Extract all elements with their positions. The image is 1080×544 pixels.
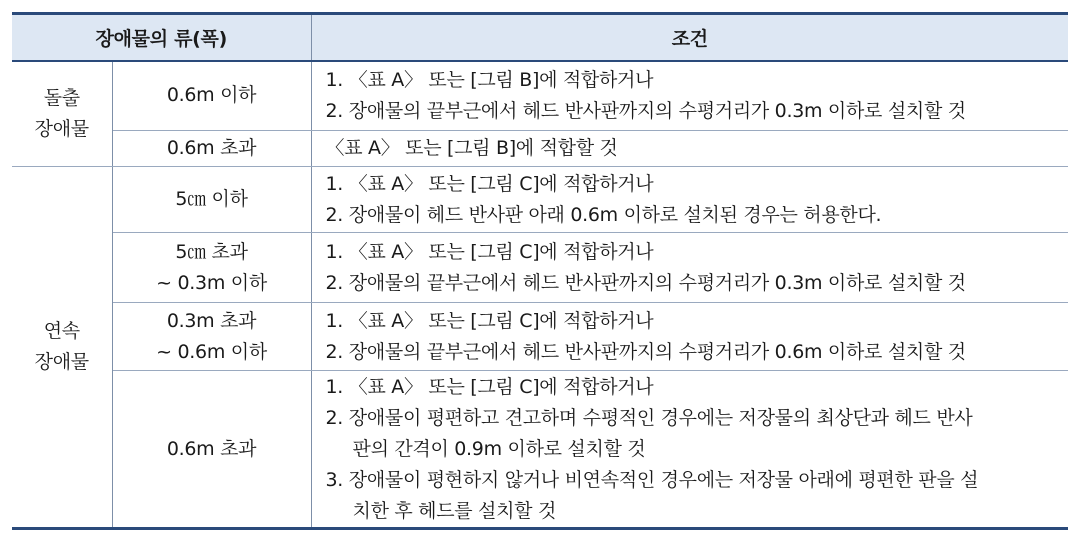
requirement-line-continued: 치한 후 헤드를 설치할 것 [352, 499, 557, 522]
requirement-item: 2. 장애물의 끝부근에서 헤드 반사판까지의 수평거리가 0.3m 이하로 설치할 것 [325, 271, 966, 294]
category-label-line: 연속 [43, 320, 80, 342]
requirement-item: 1. 〈표 A〉 또는 [그림 C]에 적합하거나 [325, 309, 654, 332]
requirement-item: 1. 〈표 A〉 또는 [그림 B]에 적합하거나 [325, 68, 654, 91]
condition-cell [112, 303, 311, 371]
category-label-line: 장애물 [34, 117, 89, 140]
requirement-cell [311, 303, 1068, 371]
header-row [12, 14, 1068, 61]
condition-label: ~ 0.3m 이하 [156, 271, 267, 294]
condition-cell [112, 61, 311, 131]
condition-label: 0.6m 초과 [166, 137, 257, 159]
requirement-item: 1. 〈표 A〉 또는 [그림 C]에 적합하거나 [325, 375, 654, 398]
requirement-cell [311, 233, 1068, 303]
condition-label: 0.3m 초과 [166, 309, 257, 332]
requirement-item: 2. 장애물이 헤드 반사판 아래 0.6m 이하로 설치된 경우는 허용한다. [325, 203, 882, 226]
obstacle-conditions-table [12, 12, 1068, 530]
requirement-item [326, 403, 1059, 465]
condition-label: 5㎝ 이하 [175, 188, 248, 210]
requirement-item: 2. 장애물의 끝부근에서 헤드 반사판까지의 수평거리가 0.6m 이하로 설치할 것 [325, 340, 966, 363]
requirement-cell [311, 371, 1068, 529]
condition-cell [112, 233, 311, 303]
requirement-cell [311, 61, 1068, 131]
condition-cell [112, 371, 311, 529]
condition-label: 5㎝ 초과 [175, 240, 248, 263]
table-row [12, 233, 1068, 303]
condition-label: 0.6m 초과 [166, 437, 257, 460]
requirement-line: 2. 장애물이 평편하고 견고하며 수평적인 경우에는 저장물의 최상단과 헤드 반사 [325, 406, 973, 429]
table-row [12, 61, 1068, 131]
requirement-item [326, 465, 1059, 527]
header-condition: 조건 [311, 14, 1068, 61]
category-cell [12, 61, 112, 167]
condition-cell [112, 131, 311, 167]
requirement-item: 1. 〈표 A〉 또는 [그림 C]에 적합하거나 [325, 240, 654, 263]
condition-label: ~ 0.6m 이하 [156, 340, 267, 363]
requirement-item: 2. 장애물의 끝부근에서 헤드 반사판까지의 수평거리가 0.3m 이하로 설치할 것 [325, 99, 966, 122]
table-row [12, 371, 1068, 529]
requirement-line-continued: 판의 간격이 0.9m 이하로 설치할 것 [352, 437, 646, 460]
header-obstacle-type: 장애물의 류(폭) [12, 14, 311, 61]
condition-label: 0.6m 이하 [166, 84, 257, 107]
category-cell [12, 167, 112, 529]
category-label-line: 돌출 [43, 86, 80, 109]
table-row [12, 303, 1068, 371]
table-row [12, 167, 1068, 233]
condition-cell [112, 167, 311, 233]
requirement-line: 3. 장애물이 평현하지 않거나 비연속적인 경우에는 저장물 아래에 평편한 판을 설 [325, 468, 979, 491]
requirement-item: 〈표 A〉 또는 [그림 B]에 적합할 것 [325, 137, 618, 159]
category-label-line: 장애물 [34, 351, 89, 373]
requirement-cell [311, 167, 1068, 233]
table-row [12, 131, 1068, 167]
requirement-item: 1. 〈표 A〉 또는 [그림 C]에 적합하거나 [325, 172, 654, 195]
requirement-cell [311, 131, 1068, 167]
